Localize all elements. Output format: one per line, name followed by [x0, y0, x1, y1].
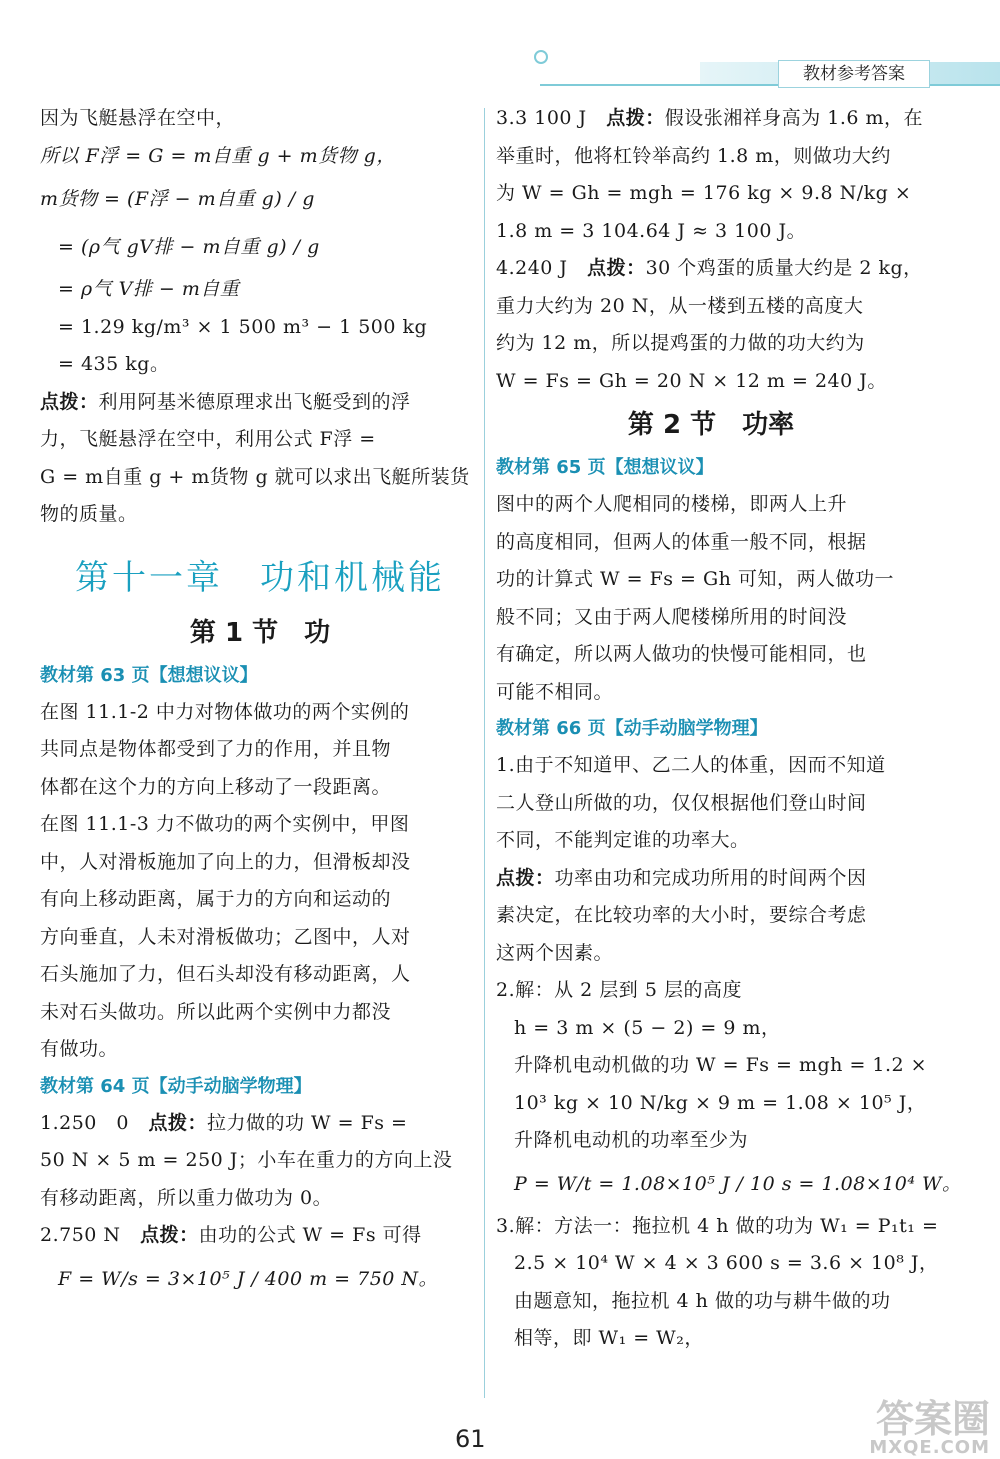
- answer-line: 约为 12 m，所以提鸡蛋的力做的功大约为: [496, 332, 865, 354]
- section-heading: 教材第 65 页【想想议议】: [496, 457, 714, 478]
- formula-line: = 1.29 kg/m³ × 1 500 m³ − 1 500 kg: [58, 315, 428, 338]
- paragraph-line: 可能不相同。: [496, 680, 614, 703]
- header-rule: [540, 84, 1000, 86]
- answer-line: 1.由于不知道甲、乙二人的体重，因而不知道: [496, 754, 886, 776]
- hint-text: 30 个鸡蛋的质量大约是 2 kg，: [645, 257, 923, 279]
- formula-line: 所以 F浮 = G = m自重 g + m货物 g，: [40, 144, 396, 167]
- answer-line: 2.5 × 10⁴ W × 4 × 3 600 s = 3.6 × 10⁸ J，: [514, 1252, 939, 1274]
- hint-label: 点拨：: [148, 1111, 207, 1134]
- hint-line: 物的质量。: [40, 503, 138, 525]
- answer-number: 3.3 100 J: [496, 107, 607, 129]
- watermark-text: 答案圈: [875, 1397, 990, 1441]
- answer-line: 为 W = Gh = mgh = 176 kg × 9.8 N/kg ×: [496, 182, 912, 204]
- answer-number: 1.250 0: [40, 1111, 149, 1134]
- hint-label: 点拨：: [587, 257, 646, 279]
- answer-line: 重力大约为 20 N，从一楼到五楼的高度大: [496, 294, 864, 317]
- section-title: 第 2 节 功率: [627, 410, 795, 440]
- answer-number: 2.750 N: [40, 1224, 141, 1246]
- hint-line: [496, 860, 926, 898]
- watermark-logo: [800, 1388, 990, 1458]
- hint-line: G = m自重 g + m货物 g 就可以求出飞艇所装货: [40, 465, 470, 488]
- formula-line: = 435 kg。: [58, 353, 170, 375]
- answer-line: 由题意知，拖拉机 4 h 做的功与耕牛做的功: [514, 1289, 891, 1312]
- answer-line: [40, 1105, 480, 1143]
- answer-line: [496, 250, 926, 288]
- answer-line: 相等，即 W₁ = W₂，: [514, 1327, 704, 1349]
- section-title: 第 1 节 功: [189, 617, 331, 648]
- answer-line: 升降机电动机的功率至少为: [514, 1129, 749, 1151]
- answer-line: 10³ kg × 10 N/kg × 9 m = 1.08 × 10⁵ J，: [514, 1091, 927, 1114]
- paragraph-line: 方向垂直，人未对滑板做功；乙图中，人对: [40, 925, 411, 948]
- answer-line: 50 N × 5 m = 250 J；小车在重力的方向上没: [40, 1149, 453, 1171]
- formula-line: P = W/t = 1.08×10⁵ J / 10 s = 1.08×10⁴ W。: [514, 1172, 962, 1195]
- answer-line: 2.解：从 2 层到 5 层的高度: [496, 979, 742, 1001]
- hint-text: 功率由功和完成功所用的时间两个因: [554, 866, 867, 889]
- answer-line: 不同，不能判定谁的功率大。: [496, 829, 750, 851]
- paragraph-line: 有做功。: [40, 1038, 119, 1060]
- paragraph-line: 共同点是物体都受到了力的作用，并且物: [40, 738, 392, 760]
- page-number: 61: [455, 1425, 486, 1453]
- column-divider: [484, 108, 485, 1398]
- answer-number: 4.240 J: [496, 257, 588, 279]
- paragraph-line: 有向上移动距离，属于力的方向和运动的: [40, 888, 392, 910]
- paragraph-line: 在图 11.1-2 中力对物体做功的两个实例的: [40, 700, 410, 723]
- section-heading: 教材第 66 页【动手动脑学物理】: [496, 718, 768, 739]
- paragraph-line: 体都在这个力的方向上移动了一段距离。: [40, 775, 392, 798]
- section-heading: 教材第 63 页【想想议议】: [40, 664, 258, 686]
- answer-line: [496, 100, 926, 138]
- answer-line: h = 3 m × (5 − 2) = 9 m，: [514, 1016, 781, 1039]
- answer-line: 3.解：方法一：拖拉机 4 h 做的功为 W₁ = P₁t₁ =: [496, 1214, 939, 1237]
- header-tag: 教材参考答案: [778, 60, 930, 88]
- paragraph-line: 的高度相同，但两人的体重一般不同，根据: [496, 530, 867, 553]
- paragraph-line: 有确定，所以两人做功的快慢可能相同，也: [496, 643, 867, 665]
- answer-line: 1.8 m = 3 104.64 J ≈ 3 100 J。: [496, 219, 807, 242]
- paragraph-line: 般不同；又由于两人爬楼梯所用的时间没: [496, 605, 848, 628]
- paragraph-line: 中，人对滑板施加了向上的力，但滑板却没: [40, 850, 411, 873]
- hint-label: 点拨：: [140, 1224, 199, 1246]
- hint-line: 素决定，在比较功率的大小时，要综合考虑: [496, 904, 867, 926]
- answer-line: 升降机电动机做的功 W = Fs = mgh = 1.2 ×: [514, 1054, 928, 1076]
- hint-text: 由功的公式 W = Fs 可得: [198, 1224, 422, 1246]
- hint-text: 假设张湘祥身高为 1.6 m，在: [664, 107, 924, 129]
- formula-line: = ρ气 V排 − m自重: [58, 278, 240, 300]
- header-decoration-dot: [534, 50, 548, 64]
- formula-line: F = W/s = 3×10⁵ J / 400 m = 750 N。: [58, 1267, 439, 1290]
- hint-text: 拉力做的功 W = Fs =: [207, 1111, 408, 1134]
- watermark-url: MXQE.COM: [869, 1437, 990, 1458]
- chapter-title: 第十一章 功和机械能: [75, 557, 445, 598]
- formula-line: = (ρ气 gV排 − m自重 g) / g: [58, 236, 320, 258]
- paragraph-line: 未对石头做功。所以此两个实例中力都没: [40, 1000, 392, 1023]
- paragraph-line: 功的计算式 W = Fs = Gh 可知，两人做功一: [496, 568, 894, 590]
- right-column: [496, 100, 962, 1358]
- hint-line: 这两个因素。: [496, 941, 614, 964]
- hint-label: 点拨：: [496, 866, 555, 889]
- hint-label: 点拨：: [40, 390, 99, 413]
- answer-line: 举重时，他将杠铃举高约 1.8 m，则做功大约: [496, 144, 891, 167]
- paragraph-line: 在图 11.1-3 力不做功的两个实例中，甲图: [40, 813, 410, 835]
- answer-line: 二人登山所做的功，仅仅根据他们登山时间: [496, 791, 867, 814]
- paragraph-line: 石头施加了力，但石头却没有移动距离，人: [40, 963, 411, 985]
- hint-line: 力，飞艇悬浮在空中，利用公式 F浮 =: [40, 428, 376, 450]
- hint-text: 利用阿基米德原理求出飞艇受到的浮: [98, 390, 411, 413]
- section-heading: 教材第 64 页【动手动脑学物理】: [40, 1075, 312, 1097]
- answer-line: 有移动距离，所以重力做功为 0。: [40, 1186, 333, 1209]
- hint-label: 点拨：: [606, 107, 665, 129]
- answer-line: [40, 1217, 480, 1255]
- formula-line: m货物 = (F浮 − m自重 g) / g: [40, 188, 315, 210]
- paragraph-line: 图中的两个人爬相同的楼梯，即两人上升: [496, 493, 848, 515]
- text-line: 因为飞艇悬浮在空中，: [40, 107, 236, 129]
- hint-line: [40, 384, 480, 422]
- answer-line: W = Fs = Gh = 20 N × 12 m = 240 J。: [496, 369, 887, 392]
- left-column: [40, 100, 480, 1303]
